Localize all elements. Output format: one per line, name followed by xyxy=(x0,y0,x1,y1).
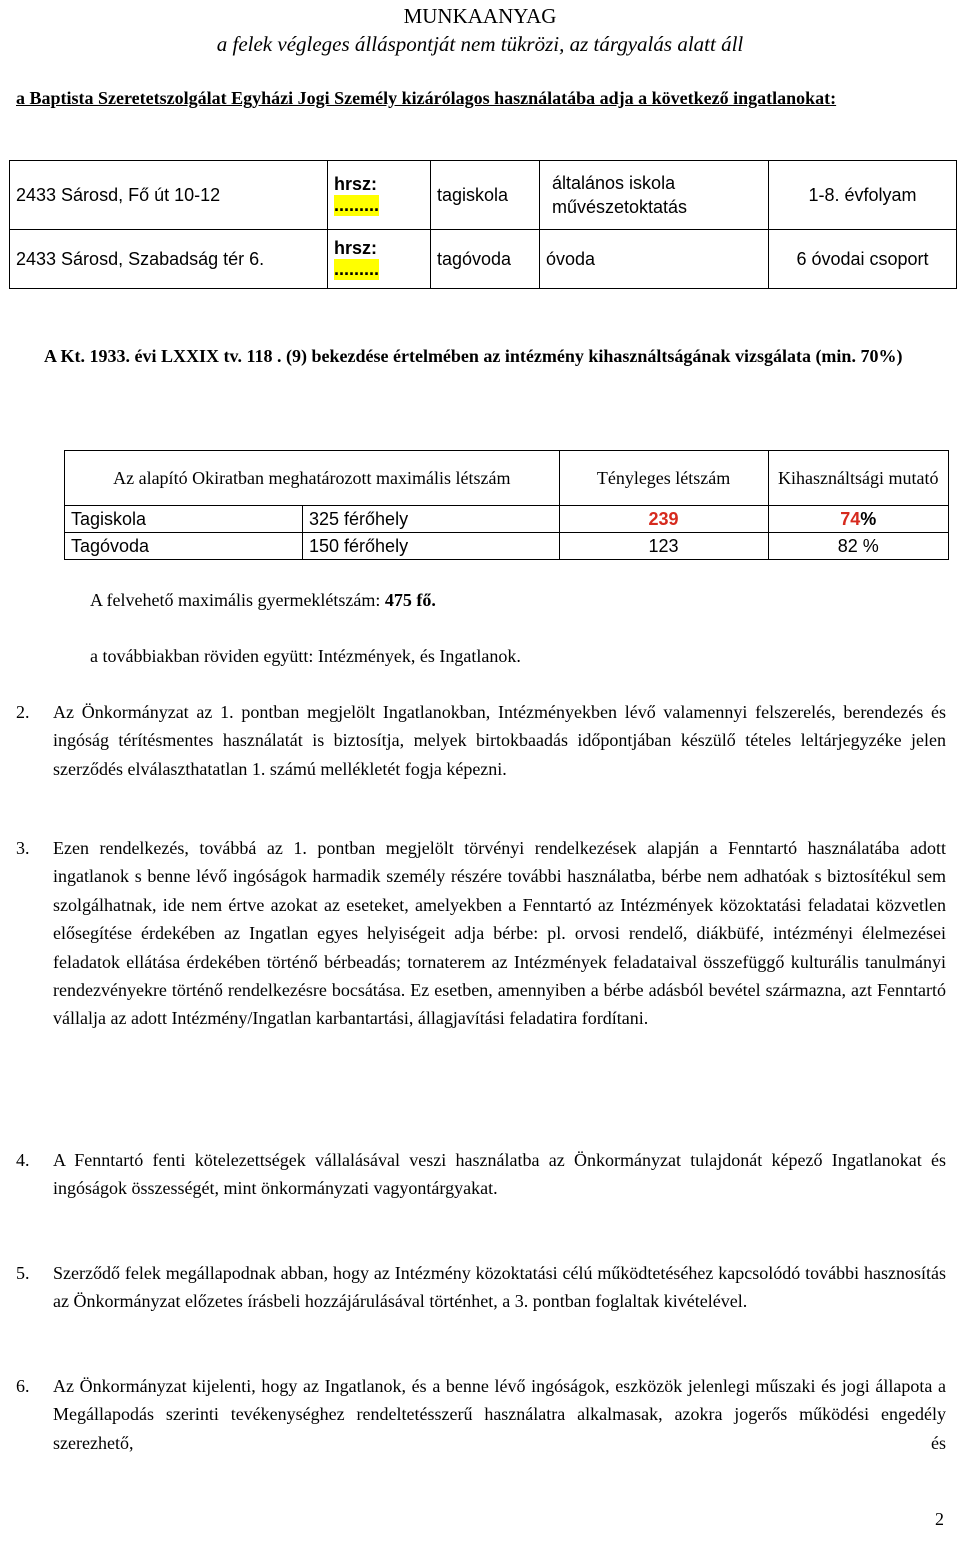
max-children-line: A felvehető maximális gyermeklétszám: 475 fő. xyxy=(90,590,436,610)
summary-line: a továbbiakban röviden együtt: Intézmények, és Ingatlanok. xyxy=(90,646,521,666)
table-row xyxy=(65,506,949,533)
intro-text: a Baptista Szeretetszolgálat Egyházi Jogi Személy kizárólagos használatába adja a következő ingatlanokat: xyxy=(16,88,837,108)
hrsz-placeholder: ......... xyxy=(334,195,380,215)
table-row xyxy=(65,533,949,560)
property-row xyxy=(10,230,957,289)
property-row xyxy=(10,161,957,230)
page-number: 2 xyxy=(935,1509,944,1529)
row-ratio: 82 % xyxy=(768,533,948,560)
property-address: 2433 Sárosd, Fő út 10-12 xyxy=(10,161,328,230)
section-reference: A Kt. 1933. évi LXXIX tv. 118 . (9) bekezdése értelmében az intézmény kihasználtságának vizsgálata (min. 70%) xyxy=(44,346,903,366)
header-utilization: Kihasználtsági mutató xyxy=(768,451,948,506)
draft-title: MUNKAANYAG xyxy=(403,4,557,28)
capacity-header-row xyxy=(65,451,949,506)
draft-subtitle: a felek végleges álláspontját nem tükrözi, az tárgyalás alatt áll xyxy=(216,32,744,56)
property-type: általános iskola művészetoktatás xyxy=(540,161,769,230)
row-ratio: 74% xyxy=(768,506,948,533)
hrsz-placeholder: ......... xyxy=(334,259,380,279)
capacity-table xyxy=(64,450,949,560)
property-capacity: 1-8. évfolyam xyxy=(769,161,957,230)
property-address: 2433 Sárosd, Szabadság tér 6. xyxy=(10,230,328,289)
paragraph-3: 3. Ezen rendelkezés, továbbá az 1. pontban megjelölt törvényi rendelkezések alapján a Fenntartó használatába adott ingatlanok s benne lévő ingóságok harmadik személy részére további használatba, bérbe nem adhatóak s biztosítékul sem szolgálhatnak, ide nem értve azokat az eseteket, amelyekben a Fenntartó az Intézmények közoktatási feladatai közvetlen elősegítése érdekében az Ingatlan egyes helyiségeit adja bérbe: pl. orvosi rendelő, diákbüfé, intézményi élelmezései feladatok ellátása érdekében történő bérbeadás; tornaterem az Intézmények feladataival összefüggő kulturális tanulmányi rendezvényekre történő rendelkezésre bocsátása. Ez esetben, amennyiben a bérbe adásból bevétel származna, azt Fenntartó vállalja az adott Intézmény/Ingatlan karbantartási, állagjavítási feladatira fordítani. xyxy=(16,838,946,1029)
paragraph-2: 2. Az Önkormányzat az 1. pontban megjelölt Ingatlanokban, Intézményekben lévő valamennyi felszerelés, berendezés és ingóság térítésmentes használatát is biztosítja, melyek birtokbaadás időpontjában készülő tételes leltárjegyzéke jelen szerződés elválaszthatatlan 1. számú mellékletét fogja képezni. xyxy=(16,702,946,779)
property-type: óvoda xyxy=(540,230,769,289)
row-name: Tagiskola xyxy=(65,506,303,533)
property-unit: tagóvoda xyxy=(431,230,540,289)
row-name: Tagóvoda xyxy=(65,533,303,560)
row-max: 150 férőhely xyxy=(303,533,560,560)
property-unit: tagiskola xyxy=(431,161,540,230)
property-capacity: 6 óvodai csoport xyxy=(769,230,957,289)
header-max-capacity: Az alapító Okiratban meghatározott maximális létszám xyxy=(65,451,560,506)
property-hrsz: hrsz: ......... xyxy=(328,161,431,230)
paragraph-5: 5. Szerződő felek megállapodnak abban, hogy az Intézmény közoktatási célú működtetéséhez kapcsolódó további hasznosítás az Önkormányzat előzetes írásbeli hozzájárulásával történhet, a 3. pontban foglaltak kivételével. xyxy=(16,1263,946,1312)
row-actual: 123 xyxy=(559,533,768,560)
row-actual: 239 xyxy=(559,506,768,533)
paragraph-6: 6. Az Önkormányzat kijelenti, hogy az Ingatlanok, és a benne lévő ingóságok, eszközök jelenlegi műszaki és jogi állapota a Megállapodás szerinti tevékenységhez rendeltetésszerű használatra alkalmasak, azokra jogerős működési engedély szerezhető, és xyxy=(16,1376,946,1453)
paragraph-4: 4. A Fenntartó fenti kötelezettségek vállalásával veszi használatba az Önkormányzat tulajdonát képező Ingatlanokat és ingóságok összességét, mint önkormányzati vagyontárgyakat. xyxy=(16,1150,946,1199)
property-table xyxy=(9,160,957,289)
page-header xyxy=(0,2,960,58)
property-hrsz: hrsz: ......... xyxy=(328,230,431,289)
row-max: 325 férőhely xyxy=(303,506,560,533)
max-children-value: 475 fő. xyxy=(384,590,436,610)
header-actual: Tényleges létszám xyxy=(559,451,768,506)
